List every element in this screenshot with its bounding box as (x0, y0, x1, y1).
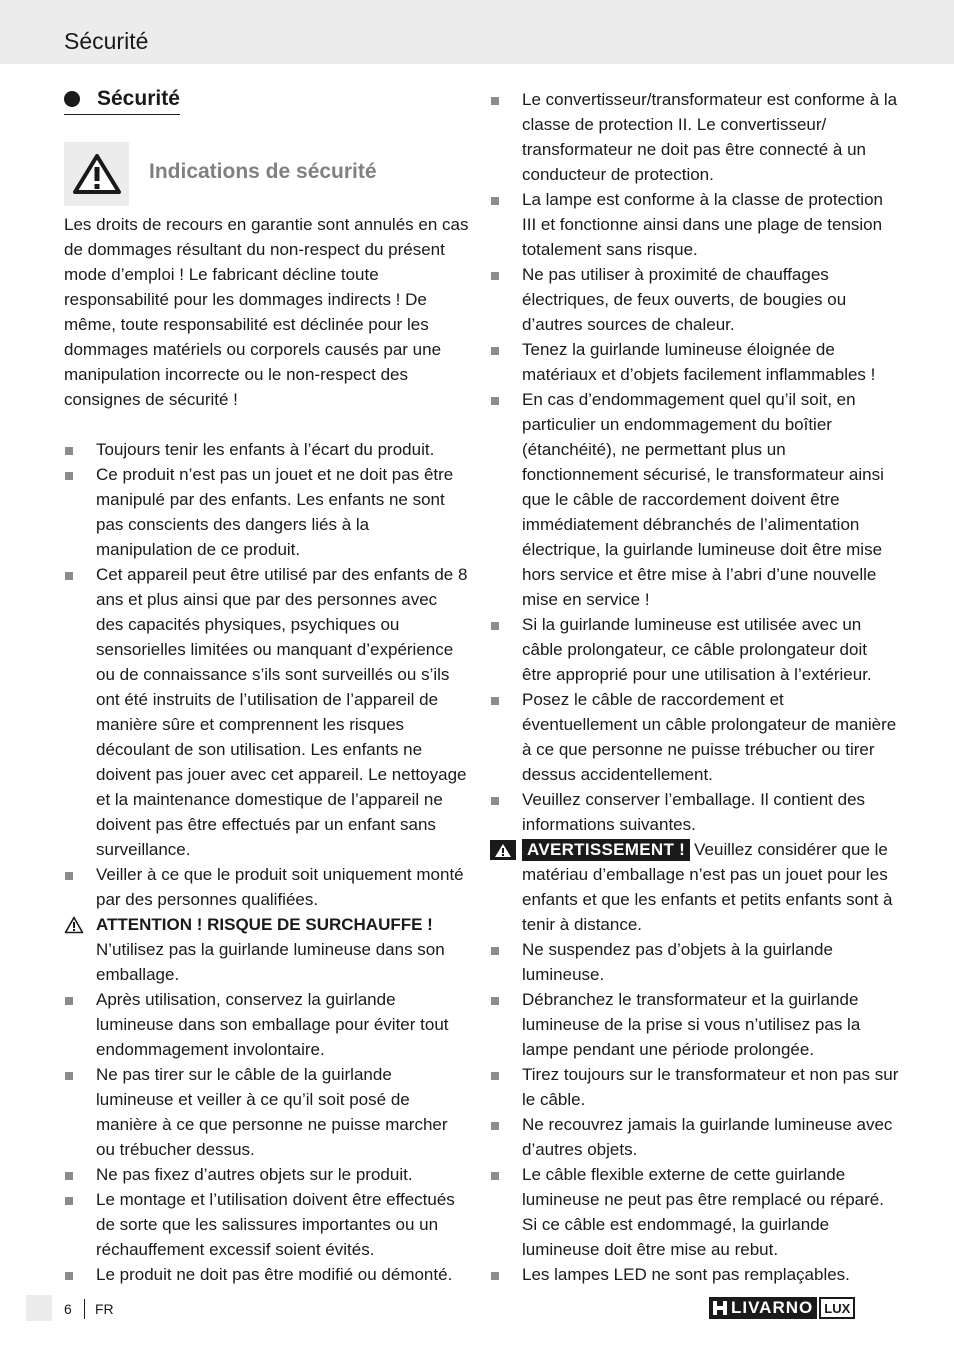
attention-warning (64, 912, 469, 987)
list-item: Ne suspendez pas d’objets à la guirlande lumineuse. (490, 937, 900, 987)
logo-main-text: LIVARNO (731, 1298, 814, 1317)
bullet-square-icon (491, 1272, 499, 1280)
section-heading-text: Sécurité (97, 86, 180, 110)
bullet-square-icon (491, 1072, 499, 1080)
attention-text: N’utilisez pas la guirlande lumineuse dans son emballage. (96, 940, 445, 984)
page-header-title: Sécurité (64, 28, 149, 54)
list-item: Ne pas utiliser à proximité de chauffages électriques, de feux ouverts, de bougies ou d’autres sources de chaleur. (490, 262, 900, 337)
bullet-square-icon (65, 1172, 73, 1180)
bullet-square-icon (65, 1197, 73, 1205)
warning-triangle-box (64, 142, 129, 206)
bullet-square-icon (491, 697, 499, 705)
list-item: Le produit ne doit pas être modifié ou démonté. (64, 1262, 469, 1287)
logo-sub: LUX (819, 1297, 855, 1319)
list-item: Tenez la guirlande lumineuse éloignée de matériaux et d’objets facilement inflammables ! (490, 337, 900, 387)
list-item: Le montage et l’utilisation doivent être effectués de sorte que les salissures importantes ou un réchauffement excessif soient évités. (64, 1187, 469, 1262)
page-number: 6 (64, 1301, 72, 1317)
list-item: Le câble flexible externe de cette guirlande lumineuse ne peut pas être remplacé ou réparé. Si ce câble est endommagé, la guirlande lumineuse doit être mise au rebut. (490, 1162, 900, 1262)
list-item: Les lampes LED ne sont pas remplaçables. (490, 1262, 900, 1287)
bullet-square-icon (491, 397, 499, 405)
left-list-a (64, 437, 469, 912)
bullet-square-icon (491, 1122, 499, 1130)
left-column (64, 212, 469, 1287)
bullet-square-icon (491, 622, 499, 630)
list-item: Ce produit n’est pas un jouet et ne doit pas être manipulé par des enfants. Les enfants ne sont pas conscients des dangers liés à la manipulation de ce produit. (64, 462, 469, 562)
list-item: Posez le câble de raccordement et éventuellement un câble prolongateur de manière à ce que personne ne puisse trébucher ou tirer dessus accidentellement. (490, 687, 900, 787)
list-item: Le convertisseur/transformateur est conforme à la classe de protection II. Le convertisseur/ transformateur ne doit pas être connecté à un conducteur de protection. (490, 87, 900, 187)
list-item: Veiller à ce que le produit soit uniquement monté par des personnes qualifiées. (64, 862, 469, 912)
language-code: FR (95, 1301, 114, 1317)
list-item: Toujours tenir les enfants à l’écart du produit. (64, 437, 469, 462)
list-item: Si la guirlande lumineuse est utilisée avec un câble prolongateur, ce câble prolongateur doit être approprié pour une utilisation à l’extérieur. (490, 612, 900, 687)
bullet-square-icon (491, 797, 499, 805)
list-item: En cas d’endommagement quel qu’il soit, en particulier un endommagement du boîtier (étanchéité), ne permettant plus un fonctionnement sécurisé, le transformateur ainsi que le câble de raccordement doivent être immédiatement débranchés de l’alimentation électrique, la guirlande lumineuse doit être mise hors service et être mise à l’abri d’une nouvelle mise en service ! (490, 387, 900, 612)
bullet-square-icon (491, 197, 499, 205)
section-heading (64, 85, 180, 115)
list-item: Veuillez conserver l’emballage. Il contient des informations suivantes. (490, 787, 900, 837)
bullet-square-icon (491, 947, 499, 955)
right-list-a (490, 87, 900, 837)
section-subheading: Indications de sécurité (149, 160, 377, 183)
logo-main (709, 1297, 817, 1319)
left-list-b (64, 987, 469, 1287)
bullet-square-icon (65, 872, 73, 880)
brand-logo (709, 1297, 855, 1319)
bullet-square-icon (491, 97, 499, 105)
attention-label: ATTENTION ! RISQUE DE SURCHAUFFE ! (96, 915, 433, 934)
bullet-square-icon (65, 1272, 73, 1280)
list-item: Ne pas tirer sur le câble de la guirlande lumineuse et veiller à ce qu’il soit posé de manière à ce que personne ne puisse marcher ou trébucher dessus. (64, 1062, 469, 1162)
list-item: Débranchez le transformateur et la guirlande lumineuse de la prise si vous n’utilisez pas la lampe pendant une période prolongée. (490, 987, 900, 1062)
list-item: Ne recouvrez jamais la guirlande lumineuse avec d’autres objets. (490, 1112, 900, 1162)
bullet-square-icon (65, 447, 73, 455)
footer-divider (84, 1299, 85, 1319)
list-item: Après utilisation, conservez la guirlande lumineuse dans son emballage pour éviter tout endommagement involontaire. (64, 987, 469, 1062)
list-item: La lampe est conforme à la classe de protection III et fonctionne ainsi dans une plage de tension totalement sans risque. (490, 187, 900, 262)
list-item: Ne pas fixez d’autres objets sur le produit. (64, 1162, 469, 1187)
logo-mark-icon (713, 1301, 727, 1315)
warning-triangle-icon (64, 916, 84, 934)
list-item: Tirez toujours sur le transformateur et non pas sur le câble. (490, 1062, 900, 1112)
warning-badge-icon (490, 840, 516, 860)
heading-bullet-icon (64, 91, 80, 107)
list-item: Cet appareil peut être utilisé par des enfants de 8 ans et plus ainsi que par des personnes avec des capacités physiques, psychiques ou sensorielles limitées ou manquant d’expérience ou de connaissance s’ils sont surveillés ou s’ils ont été instruits de l’utilisation de l’appareil de manière sûre et comprennent les risques découlant de son utilisation. Les enfants ne doivent pas jouer avec cet appareil. Le nettoyage et la maintenance domestique de l’appareil ne doivent pas être effectués par un enfant sans surveillance. (64, 562, 469, 862)
bullet-square-icon (65, 472, 73, 480)
footer-page-box (26, 1295, 52, 1321)
avertissement-label: AVERTISSEMENT ! (522, 839, 690, 861)
bullet-square-icon (491, 347, 499, 355)
right-column (490, 87, 900, 1287)
bullet-square-icon (491, 997, 499, 1005)
bullet-square-icon (491, 1172, 499, 1180)
intro-paragraph: Les droits de recours en garantie sont annulés en cas de dommages résultant du non-respect du présent mode d’emploi ! Le fabricant décline toute responsabilité pour les dommages indirects ! De même, toute responsabilité est déclinée pour les dommages matériels ou corporels causés par une manipulation incorrecte ou le non-respect des consignes de sécurité ! (64, 215, 469, 409)
right-list-b (490, 937, 900, 1287)
bullet-square-icon (491, 272, 499, 280)
avertissement-warning (490, 837, 900, 937)
bullet-square-icon (65, 997, 73, 1005)
bullet-square-icon (65, 572, 73, 580)
warning-triangle-icon (72, 153, 122, 195)
avertissement-text: Veuillez considérer que le matériau d’emballage n’est pas un jouet pour les enfants et que les enfants et petits enfants sont à tenir à distance. (522, 840, 893, 934)
bullet-square-icon (65, 1072, 73, 1080)
